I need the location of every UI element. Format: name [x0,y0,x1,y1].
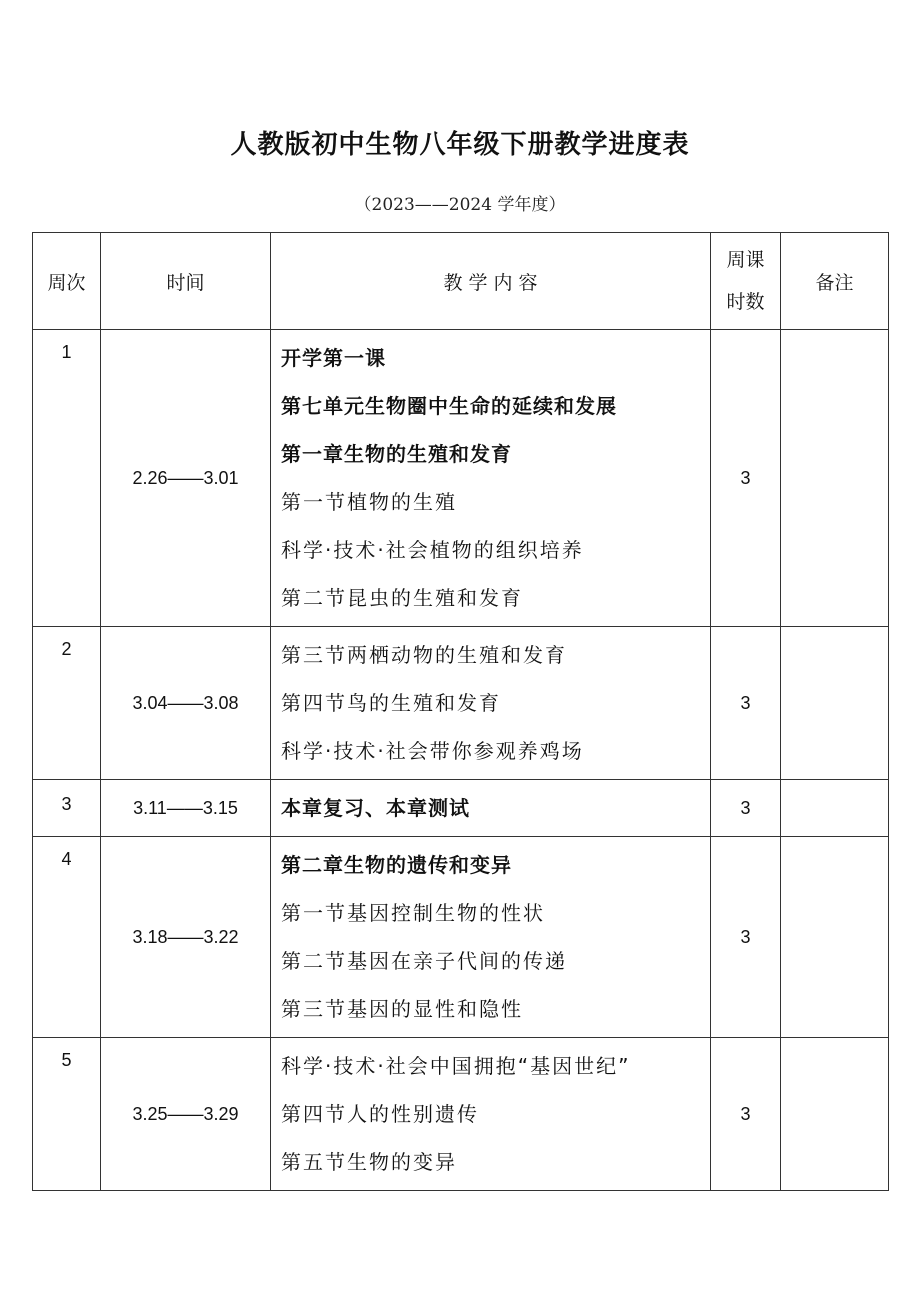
header-content: 教 学 内 容 [271,233,711,330]
content-line: 第二节昆虫的生殖和发育 [281,586,523,610]
week-cell: 2 [33,627,101,780]
content-line: 第三节两栖动物的生殖和发育 [281,643,567,667]
page-subtitle: （2023——2024 学年度） [354,195,566,215]
hours-cell: 3 [711,837,781,1038]
page-title: 人教版初中生物八年级下册教学进度表 [230,130,690,160]
header-row [33,233,889,330]
content-cell [271,837,711,1038]
content-line: 第一章生物的生殖和发育 [281,442,512,466]
content-line: 第二章生物的遗传和变异 [281,853,512,877]
content-cell [271,1038,711,1191]
hours-cell: 3 [711,627,781,780]
time-cell: 3.18——3.22 [101,837,271,1038]
hours-cell: 3 [711,1038,781,1191]
header-time: 时间 [101,233,271,330]
week-cell: 3 [33,780,101,837]
week-cell: 1 [33,330,101,627]
content-line: 第四节鸟的生殖和发育 [281,691,501,715]
week-cell: 4 [33,837,101,1038]
hours-cell: 3 [711,330,781,627]
content-line: 科学·技术·社会中国拥抱“基因世纪” [281,1054,631,1078]
time-cell: 2.26——3.01 [101,330,271,627]
table-row [33,330,889,627]
header-hours-line2: 时数 [726,291,765,313]
note-cell [781,837,889,1038]
note-cell [781,627,889,780]
content-line: 开学第一课 [281,346,386,370]
time-cell: 3.11——3.15 [101,780,271,837]
content-line: 第五节生物的变异 [281,1150,457,1174]
table-row [33,1038,889,1191]
content-cell [271,330,711,627]
content-line: 第一节植物的生殖 [281,490,457,514]
content-line: 第二节基因在亲子代间的传递 [281,949,567,973]
note-cell [781,780,889,837]
header-week: 周次 [33,233,101,330]
note-cell [781,1038,889,1191]
time-cell: 3.04——3.08 [101,627,271,780]
content-line: 本章复习、本章测试 [281,796,470,820]
table-row [33,837,889,1038]
header-hours [711,233,781,330]
content-line: 科学·技术·社会带你参观养鸡场 [281,739,584,763]
hours-cell: 3 [711,780,781,837]
table-row [33,780,889,837]
time-cell: 3.25——3.29 [101,1038,271,1191]
content-line: 第一节基因控制生物的性状 [281,901,545,925]
content-line: 第三节基因的显性和隐性 [281,997,523,1021]
content-line: 第四节人的性别遗传 [281,1102,479,1126]
content-line: 第七单元生物圈中生命的延续和发展 [281,394,617,418]
header-hours-line1: 周课 [726,249,765,271]
schedule-table [32,232,889,1191]
note-cell [781,330,889,627]
week-cell: 5 [33,1038,101,1191]
header-note: 备注 [781,233,889,330]
table-row [33,627,889,780]
content-line: 科学·技术·社会植物的组织培养 [281,538,584,562]
content-cell [271,627,711,780]
content-cell [271,780,711,837]
table-body [33,330,889,1191]
